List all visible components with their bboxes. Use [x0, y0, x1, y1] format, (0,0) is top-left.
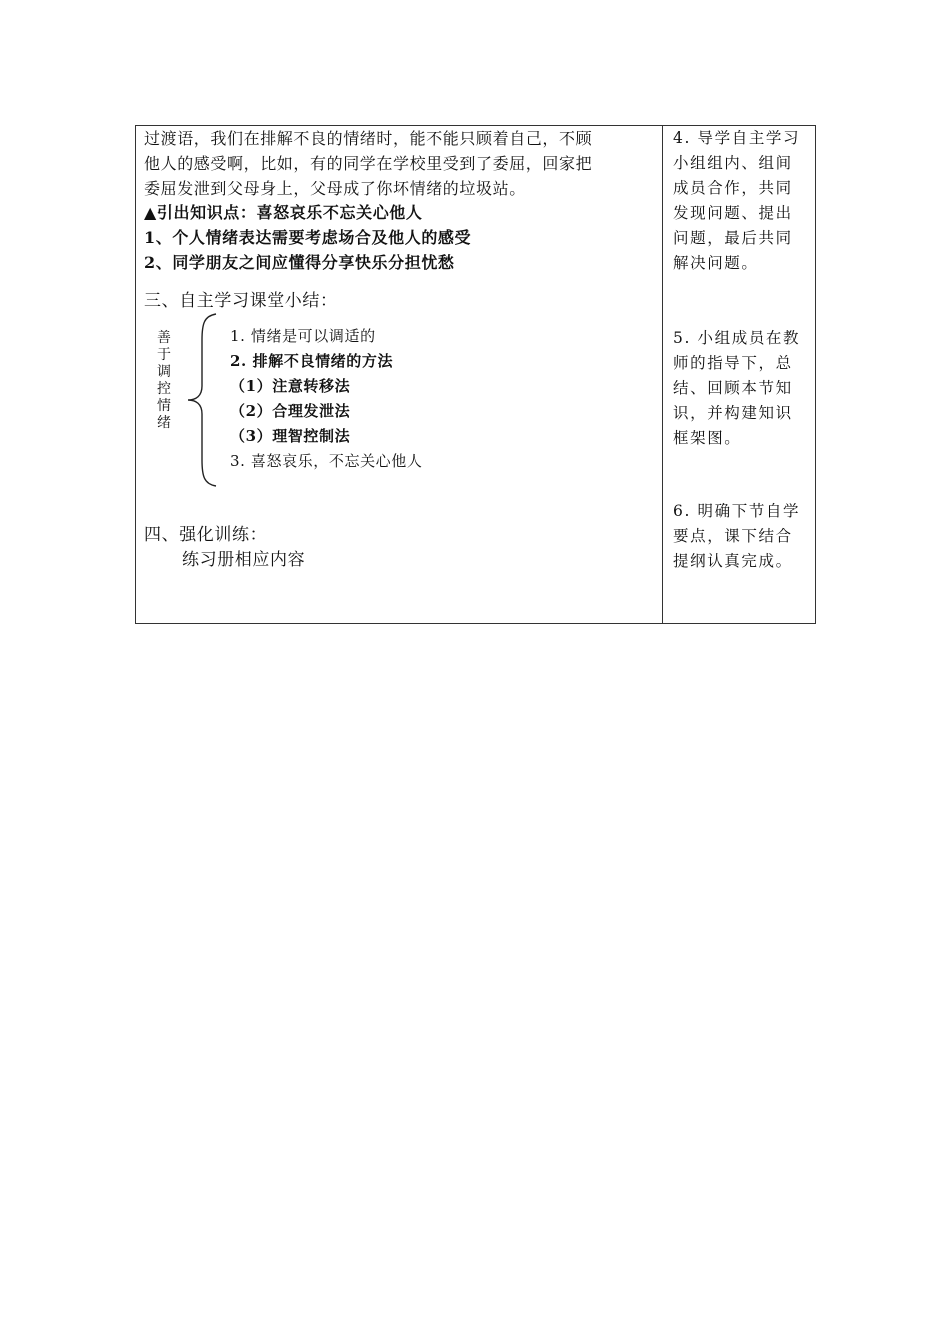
- step-4-line: 问题，最后共同: [673, 229, 793, 247]
- lesson-plan-table: [135, 125, 816, 624]
- tree-sub-2: （2）合理发泄法: [230, 402, 351, 420]
- point-2: 2、同学朋友之间应懂得分享快乐分担忧愁: [144, 253, 455, 272]
- column-divider: [662, 126, 663, 623]
- step-6-line: 6. 明确下节自学: [673, 502, 801, 520]
- point-1: 1、个人情绪表达需要考虑场合及他人的感受: [144, 228, 472, 247]
- step-4-line: 发现问题、提出: [673, 204, 793, 222]
- step-4-line: 成员合作，共同: [673, 179, 793, 197]
- step-4-line: 解决问题。: [673, 254, 759, 272]
- training-content: 练习册相应内容: [182, 550, 306, 570]
- summary-heading: 三、自主学习课堂小结：: [144, 291, 338, 311]
- tree-item-2: 2. 排解不良情绪的方法: [230, 352, 394, 370]
- step-5-line: 结、回顾本节知: [673, 379, 793, 397]
- knowledge-point: ▲引出知识点：喜怒哀乐不忘关心他人: [144, 203, 423, 222]
- step-6-line: 提纲认真完成。: [673, 552, 793, 570]
- step-4-line: 4. 导学自主学习: [673, 129, 801, 147]
- step-4-line: 小组组内、组间: [673, 154, 793, 172]
- step-6-line: 要点，课下结合: [673, 527, 793, 545]
- training-heading: 四、强化训练：: [144, 525, 268, 545]
- intro-line-1: 过渡语，我们在排解不良的情绪时，能不能只顾着自己，不顾: [144, 129, 593, 148]
- tree-sub-1: （1）注意转移法: [230, 377, 351, 395]
- tree-item-3: 3. 喜怒哀乐，不忘关心他人: [230, 452, 423, 470]
- step-5-line: 识，并构建知识: [673, 404, 793, 422]
- step-5-line: 师的指导下，总: [673, 354, 793, 372]
- tree-item-1: 1. 情绪是可以调适的: [230, 327, 376, 345]
- intro-line-3: 委屈发泄到父母身上，父母成了你坏情绪的垃圾站。: [144, 179, 526, 198]
- intro-line-2: 他人的感受啊，比如，有的同学在学校里受到了委屈，回家把: [144, 154, 593, 173]
- curly-brace-icon: [186, 312, 220, 488]
- step-5-line: 5. 小组成员在教: [673, 329, 801, 347]
- tree-sub-3: （3）理智控制法: [230, 427, 351, 445]
- tree-root-label: 善于调控情绪: [157, 330, 171, 431]
- step-5-line: 框架图。: [673, 429, 742, 447]
